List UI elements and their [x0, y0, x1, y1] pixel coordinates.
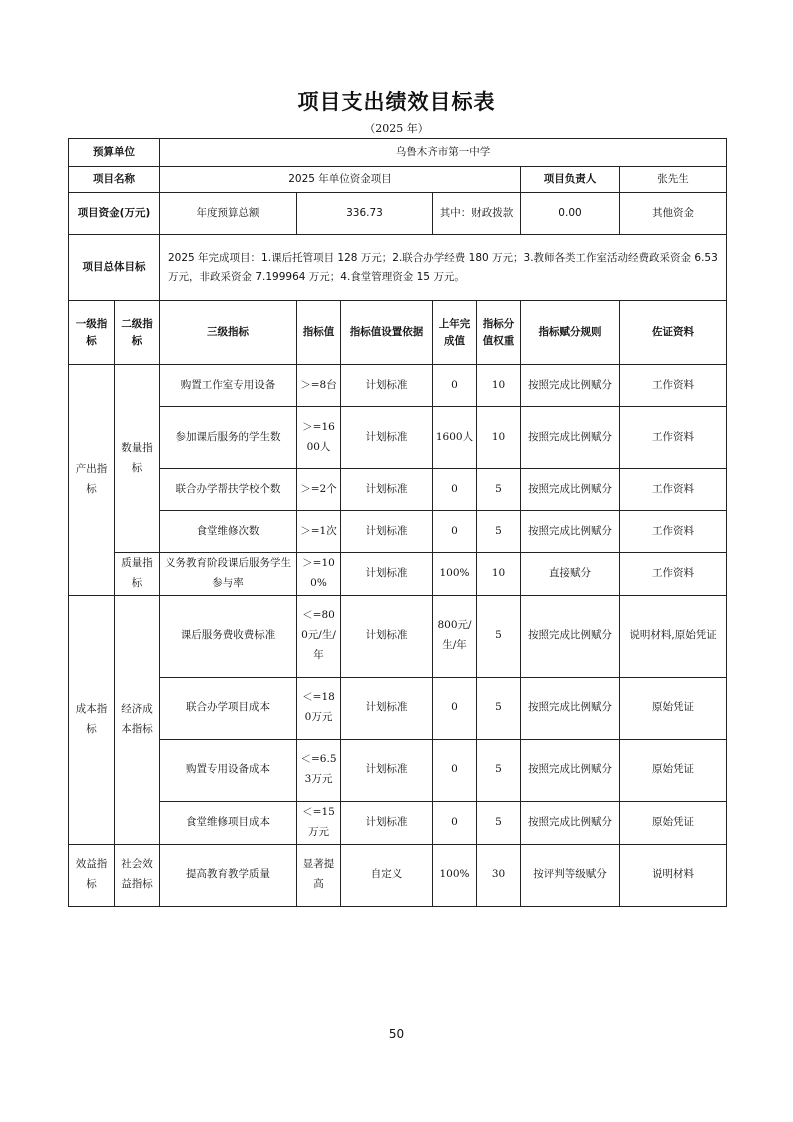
group-quality: 质量指标: [115, 553, 160, 596]
indicator-last: 0: [433, 469, 477, 511]
indicator-basis: 计划标准: [341, 739, 433, 801]
indicator-last: 0: [433, 365, 477, 407]
table-row: [69, 677, 727, 739]
indicator-last: 100%: [433, 844, 477, 906]
indicator-weight: 10: [477, 407, 521, 469]
indicator-basis: 计划标准: [341, 511, 433, 553]
indicator-rule: 按照完成比例赋分: [521, 739, 620, 801]
project-name-row: [69, 167, 727, 193]
group-social: 社会效益指标: [115, 844, 160, 906]
header-weight: 指标分值权重: [477, 301, 521, 365]
year-subtitle: （2025 年）: [364, 122, 429, 135]
header-level1: 一级指标: [69, 301, 115, 365]
annual-total-value: 336.73: [297, 193, 433, 235]
indicator-value: 显著提高: [297, 844, 341, 906]
indicator-rule: 按照完成比例赋分: [521, 407, 620, 469]
indicator-rule: 按照完成比例赋分: [521, 365, 620, 407]
indicator-evidence: 说明材料: [620, 844, 727, 906]
table-row: [69, 739, 727, 801]
indicator-last: 0: [433, 677, 477, 739]
indicator-rule: 按照完成比例赋分: [521, 469, 620, 511]
indicator-weight: 10: [477, 553, 521, 596]
indicator-basis: 计划标准: [341, 595, 433, 677]
overall-goal-label: 项目总体目标: [69, 235, 160, 301]
table-row: [69, 844, 727, 906]
table-row: [69, 553, 727, 596]
group-cost: 成本指标: [69, 595, 115, 844]
table-row: [69, 469, 727, 511]
indicator-name: 义务教育阶段课后服务学生参与率: [160, 553, 297, 596]
indicator-name: 购置专用设备成本: [160, 739, 297, 801]
header-last-year: 上年完成值: [433, 301, 477, 365]
indicator-basis: 自定义: [341, 844, 433, 906]
performance-table: [68, 138, 727, 907]
indicator-last: 1600人: [433, 407, 477, 469]
indicator-value: ＞=1600人: [297, 407, 341, 469]
other-label: 其他资金: [620, 193, 727, 235]
indicator-last: 800元/生/年: [433, 595, 477, 677]
indicator-evidence: 工作资料: [620, 511, 727, 553]
indicator-value: ＜=800元/生/年: [297, 595, 341, 677]
project-name-label: 项目名称: [69, 167, 160, 193]
project-owner-label: 项目负责人: [521, 167, 620, 193]
indicator-name: 课后服务费收费标准: [160, 595, 297, 677]
indicator-weight: 5: [477, 677, 521, 739]
indicator-evidence: 说明材料,原始凭证: [620, 595, 727, 677]
indicator-name: 购置工作室专用设备: [160, 365, 297, 407]
annual-total-label: 年度预算总额: [160, 193, 297, 235]
indicator-name: 食堂维修次数: [160, 511, 297, 553]
indicator-weight: 5: [477, 469, 521, 511]
overall-goal-row: [69, 235, 727, 301]
indicator-value: ＞=100%: [297, 553, 341, 596]
indicator-weight: 5: [477, 739, 521, 801]
indicator-name: 联合办学项目成本: [160, 677, 297, 739]
indicator-basis: 计划标准: [341, 365, 433, 407]
header-basis: 指标值设置依据: [341, 301, 433, 365]
funds-row: [69, 193, 727, 235]
indicator-rule: 直接赋分: [521, 553, 620, 596]
indicator-last: 0: [433, 511, 477, 553]
indicator-weight: 30: [477, 844, 521, 906]
budget-unit-row: [69, 139, 727, 167]
indicator-rule: 按照完成比例赋分: [521, 595, 620, 677]
indicator-evidence: 原始凭证: [620, 801, 727, 844]
indicator-last: 100%: [433, 553, 477, 596]
indicator-last: 0: [433, 739, 477, 801]
table-row: [69, 801, 727, 844]
budget-unit-value: 乌鲁木齐市第一中学: [160, 139, 727, 167]
indicator-basis: 计划标准: [341, 801, 433, 844]
header-value: 指标值: [297, 301, 341, 365]
indicator-evidence: 工作资料: [620, 407, 727, 469]
indicator-value: ＜=6.53万元: [297, 739, 341, 801]
header-row: [69, 301, 727, 365]
indicator-basis: 计划标准: [341, 469, 433, 511]
group-economic: 经济成本指标: [115, 595, 160, 844]
indicator-value: ＞=8台: [297, 365, 341, 407]
indicator-value: ＞=2个: [297, 469, 341, 511]
indicator-name: 联合办学帮扶学校个数: [160, 469, 297, 511]
budget-unit-label: 预算单位: [69, 139, 160, 167]
indicator-evidence: 工作资料: [620, 553, 727, 596]
indicator-name: 食堂维修项目成本: [160, 801, 297, 844]
header-level2: 二级指标: [115, 301, 160, 365]
header-level3: 三级指标: [160, 301, 297, 365]
indicator-weight: 5: [477, 801, 521, 844]
project-owner-value: 张先生: [620, 167, 727, 193]
indicator-evidence: 工作资料: [620, 469, 727, 511]
indicator-evidence: 原始凭证: [620, 739, 727, 801]
overall-goal-text: 2025 年完成项目：1.课后托管项目 128 万元；2.联合办学经费 180 万元；3.教师各类工作室活动经费政采资金 6.53 万元，非政采资金 7.199964 万元；4.食堂管理资金 15 万元。: [160, 235, 727, 301]
indicator-value: ＞=1次: [297, 511, 341, 553]
indicator-evidence: 原始凭证: [620, 677, 727, 739]
page-number: 50: [388, 1027, 405, 1041]
group-output: 产出指标: [69, 365, 115, 596]
funds-label: 项目资金(万元): [69, 193, 160, 235]
fiscal-label: 其中：财政拨款: [433, 193, 521, 235]
header-evidence: 佐证资料: [620, 301, 727, 365]
indicator-name: 参加课后服务的学生数: [160, 407, 297, 469]
project-name-value: 2025 年单位资金项目: [160, 167, 521, 193]
page-title: 项目支出绩效目标表: [297, 89, 496, 114]
table-row: [69, 595, 727, 677]
indicator-rule: 按照完成比例赋分: [521, 677, 620, 739]
indicator-value: ＜=180万元: [297, 677, 341, 739]
indicator-weight: 5: [477, 595, 521, 677]
table-row: [69, 365, 727, 407]
indicator-last: 0: [433, 801, 477, 844]
group-benefit: 效益指标: [69, 844, 115, 906]
group-quantity: 数量指标: [115, 365, 160, 553]
indicator-basis: 计划标准: [341, 553, 433, 596]
table-row: [69, 511, 727, 553]
indicator-weight: 5: [477, 511, 521, 553]
indicator-rule: 按照完成比例赋分: [521, 801, 620, 844]
indicator-name: 提高教育教学质量: [160, 844, 297, 906]
indicator-weight: 10: [477, 365, 521, 407]
indicator-rule: 按照完成比例赋分: [521, 511, 620, 553]
indicator-evidence: 工作资料: [620, 365, 727, 407]
fiscal-value: 0.00: [521, 193, 620, 235]
indicator-basis: 计划标准: [341, 407, 433, 469]
table-row: [69, 407, 727, 469]
indicator-value: ＜=15万元: [297, 801, 341, 844]
indicator-basis: 计划标准: [341, 677, 433, 739]
header-rule: 指标赋分规则: [521, 301, 620, 365]
indicator-rule: 按评判等级赋分: [521, 844, 620, 906]
